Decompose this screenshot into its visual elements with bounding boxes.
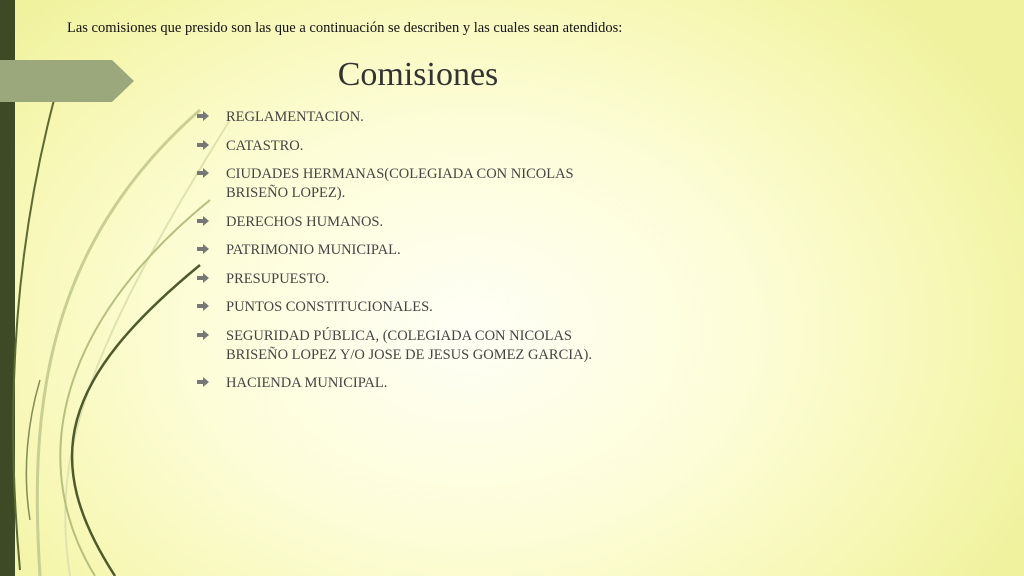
list-item-text: CATASTRO. <box>226 137 304 154</box>
arrow-bullet-icon <box>197 301 209 311</box>
list-item <box>197 298 617 317</box>
arrow-bullet-icon <box>197 330 209 340</box>
list-item-text: PUNTOS CONSTITUCIONALES. <box>226 299 433 315</box>
list-item <box>197 327 617 365</box>
list-item-text: PRESUPUESTO. <box>226 270 330 287</box>
slide-title: Comisiones <box>337 56 499 93</box>
list-item <box>197 165 617 203</box>
commission-list <box>197 108 617 403</box>
list-item-text: PATRIMONIO MUNICIPAL. <box>226 242 401 258</box>
list-item <box>197 374 617 393</box>
list-item <box>197 213 617 232</box>
intro-text: Las comisiones que presido son las que a continuación se describen y las cuales sean atendidos: <box>67 20 623 36</box>
arrow-bullet-icon <box>197 168 209 178</box>
list-item-text: DERECHOS HUMANOS. <box>226 213 384 230</box>
arrow-bullet-icon <box>197 111 209 121</box>
list-item-text: REGLAMENTACION. <box>226 109 364 125</box>
arrow-bullet-icon <box>197 140 209 150</box>
arrow-bullet-icon <box>197 244 209 254</box>
list-item-text: CIUDADES HERMANAS(COLEGIADA CON NICOLAS BRISEÑO LOPEZ). <box>226 166 574 201</box>
list-item <box>197 270 617 289</box>
list-item <box>197 137 617 156</box>
list-item-text: HACIENDA MUNICIPAL. <box>226 375 388 391</box>
arrow-bullet-icon <box>197 273 209 283</box>
arrow-bullet-icon <box>197 377 209 387</box>
arrow-bullet-icon <box>197 216 209 226</box>
list-item-text: SEGURIDAD PÚBLICA, (COLEGIADA CON NICOLAS BRISEÑO LOPEZ Y/O JOSE DE JESUS GOMEZ GARCIA). <box>226 327 593 363</box>
list-item <box>197 108 617 127</box>
list-item <box>197 241 617 260</box>
